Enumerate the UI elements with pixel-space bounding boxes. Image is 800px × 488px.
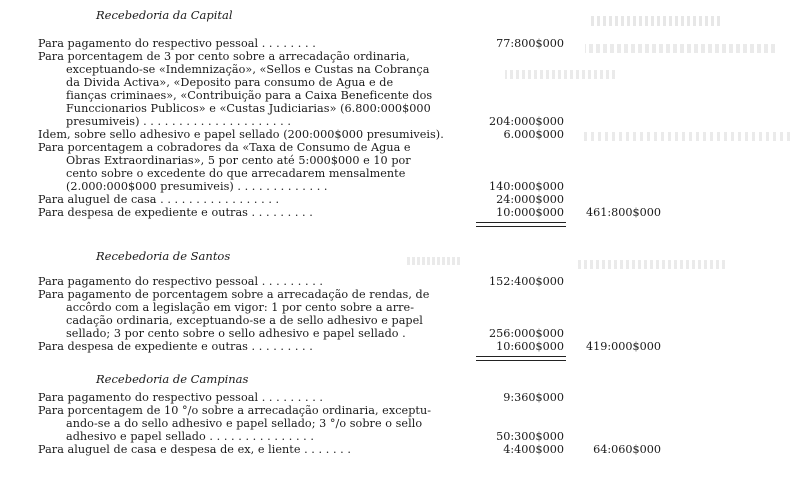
bleed-through-text	[590, 16, 720, 26]
amount-value: 10:600$000	[496, 340, 564, 353]
text-line: Para pagamento do respectivo pessoal . . . . . . . . .	[38, 275, 324, 288]
text-line: cadação ordinaria, exceptuando-se a de sello adhesivo e papel	[66, 314, 423, 327]
amount-value: 10:000$000	[496, 206, 564, 219]
text-line: sellado; 3 por cento sobre o sello adhesivo e papel sellado .	[66, 327, 406, 340]
total-rule	[476, 226, 566, 227]
text-line: Para porcentagem a cobradores da «Taxa de Consumo de Agua e	[38, 141, 411, 154]
text-line: Para porcentagem de 10 °/o sobre a arrecadação ordinaria, exceptu-	[38, 404, 432, 417]
text-line: Para porcentagem de 3 por cento sobre a arrecadação ordinaria,	[38, 50, 410, 63]
amount-value: 256:000$000	[489, 327, 564, 340]
bleed-through-text	[575, 260, 725, 269]
text-line: Idem, sobre sello adhesivo e papel sellado (200:000$000 presumiveis).	[38, 128, 444, 141]
text-line: Para aluguel de casa . . . . . . . . . . . . . . . . .	[38, 193, 280, 206]
total-rule	[476, 360, 566, 361]
amount-value: 50:300$000	[496, 430, 564, 443]
section-total: 64:060$000	[593, 443, 661, 456]
text-line: fianças criminaes», «Contribuição para a Caixa Beneficente dos	[66, 89, 433, 102]
text-line: Para despesa de expediente e outras . . . . . . . . .	[38, 340, 313, 353]
amount-value: 6.000$000	[503, 128, 564, 141]
total-rule	[476, 222, 566, 223]
bleed-through-text	[585, 44, 775, 53]
text-line: Para pagamento do respectivo pessoal . . . . . . . . .	[38, 391, 324, 404]
amount-value: 24:000$000	[496, 193, 564, 206]
text-line: Para pagamento de porcentagem sobre a arrecadação de rendas, de	[38, 288, 430, 301]
bleed-through-text	[405, 257, 460, 265]
amount-value: 140:000$000	[489, 180, 564, 193]
text-line: da Divida Activa», «Deposito para consumo de Agua e de	[66, 76, 394, 89]
text-line: (2.000:000$000 presumiveis) . . . . . . . . . . . . .	[66, 180, 328, 193]
section-total: 419:000$000	[586, 340, 661, 353]
amount-value: 4:400$000	[503, 443, 564, 456]
text-line: Para aluguel de casa e despesa de ex, e liente . . . . . . .	[38, 443, 351, 456]
text-line: Para pagamento do respectivo pessoal . . . . . . . .	[38, 37, 316, 50]
text-line: exceptuando-se «Indemnização», «Sellos e Custas na Cobrança	[66, 63, 430, 76]
text-line: adhesivo e papel sellado . . . . . . . . . . . . . . .	[66, 430, 314, 443]
amount-value: 77:800$000	[496, 37, 564, 50]
section-total: 461:800$000	[586, 206, 661, 219]
text-line: ando-se a do sello adhesivo e papel sellado; 3 °/o sobre o sello	[66, 417, 423, 430]
total-rule	[476, 356, 566, 357]
amount-value: 152:400$000	[489, 275, 564, 288]
bleed-through-text	[505, 70, 615, 79]
section-heading-capital: Recebedoria da Capital	[96, 8, 233, 22]
section-heading-santos: Recebedoria de Santos	[96, 249, 231, 263]
text-line: Funccionarios Publicos» e «Custas Judiciarias» (6.800:000$000	[66, 102, 431, 115]
bleed-through-text	[580, 132, 790, 141]
amount-value: 9:360$000	[503, 391, 564, 404]
amount-value: 204:000$000	[489, 115, 564, 128]
text-line: Obras Extraordinarias», 5 por cento até 5:000$000 e 10 por	[66, 154, 411, 167]
text-line: presumiveis) . . . . . . . . . . . . . . . . . . . . .	[66, 115, 291, 128]
text-line: Para despesa de expediente e outras . . . . . . . . .	[38, 206, 313, 219]
text-line: accôrdo com a legislação em vigor: 1 por cento sobre a arre-	[66, 301, 415, 314]
text-line: cento sobre o excedente do que arrecadarem mensalmente	[66, 167, 406, 180]
section-heading-campinas: Recebedoria de Campinas	[96, 372, 249, 386]
